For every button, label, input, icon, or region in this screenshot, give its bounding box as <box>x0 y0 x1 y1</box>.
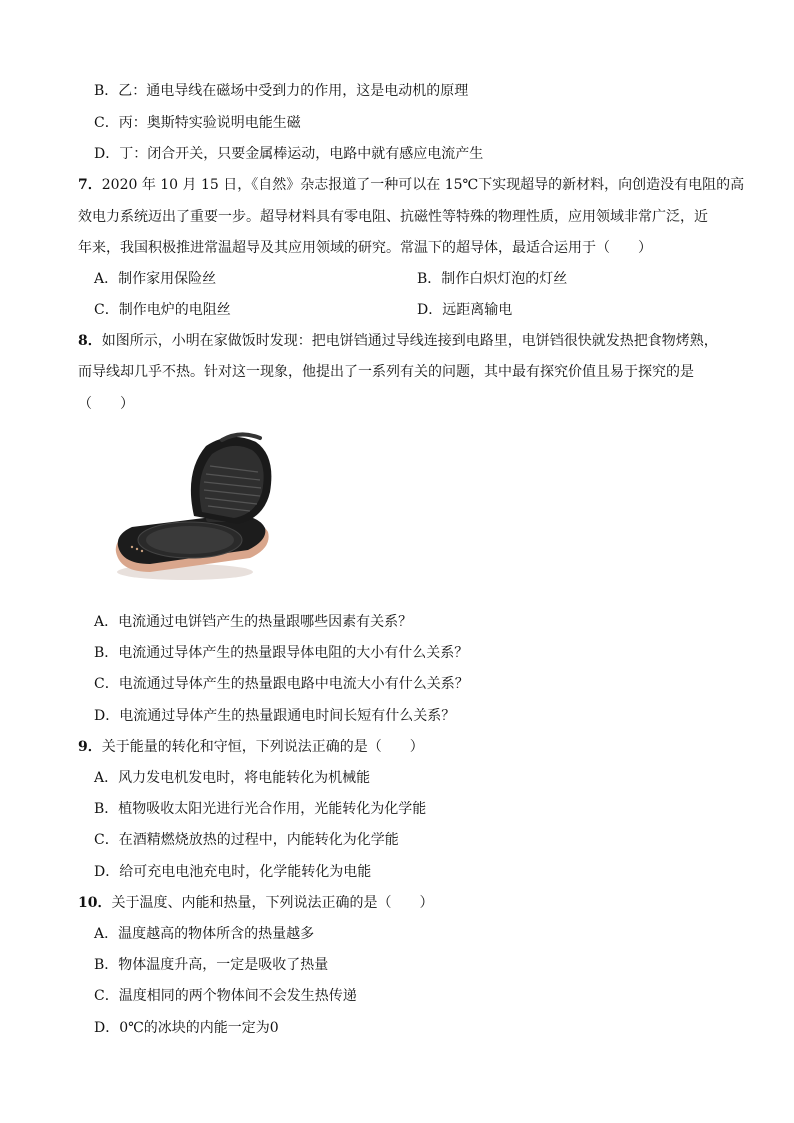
question-text: 关于能量的转化和守恒，下列说法正确的是（ ） <box>101 739 424 755</box>
option-label: D． <box>94 864 120 880</box>
q7-option-a <box>94 269 216 289</box>
option-label: A． <box>94 770 119 786</box>
q10-option-c <box>94 986 357 1006</box>
prev-option-c <box>94 113 301 133</box>
option-text: 电流通过导体产生的热量跟电路中电流大小有什么关系？ <box>118 676 469 692</box>
option-label: C． <box>94 115 119 131</box>
option-label: A． <box>94 926 119 942</box>
q10-option-d <box>94 1018 279 1038</box>
option-text: 0℃的冰块的内能一定为0 <box>119 1020 279 1036</box>
q9-option-b <box>94 799 426 819</box>
q7-option-b <box>417 269 567 289</box>
option-label: C． <box>94 988 119 1004</box>
option-text: 远距离输电 <box>442 302 513 318</box>
question-number: 7． <box>78 177 102 193</box>
option-text: 电流通过导体产生的热量跟通电时间长短有什么关系？ <box>119 708 456 724</box>
option-text: 制作家用保险丝 <box>118 271 217 287</box>
q7-option-c <box>94 300 231 320</box>
option-text: 电流通过导体产生的热量跟导体电阻的大小有什么关系？ <box>118 645 469 661</box>
q9-option-d <box>94 862 371 882</box>
q7-line-2: 效电力系统迈出了重要一步。超导材料具有零电阻、抗磁性等特殊的物理性质，应用领域非常广泛，近 <box>78 209 708 225</box>
option-label: B． <box>417 271 442 287</box>
option-label: B． <box>94 957 119 973</box>
option-text: 温度相同的两个物体间不会发生热传递 <box>118 988 357 1004</box>
electric-griddle-image <box>110 432 280 592</box>
q9-option-a <box>94 768 370 788</box>
q10-option-b <box>94 955 328 975</box>
option-text: 丙：奥斯特实验说明电能生磁 <box>118 115 301 131</box>
q7-line-1 <box>78 175 744 195</box>
option-label: D． <box>417 302 443 318</box>
option-label: C． <box>94 832 119 848</box>
q10-stem <box>78 893 433 913</box>
option-label: D． <box>94 1020 120 1036</box>
option-label: A． <box>94 614 119 630</box>
question-text: 如图所示，小明在家做饭时发现：把电饼铛通过导线连接到电路里，电饼铛很快就发热把食物烤熟， <box>101 333 718 349</box>
q10-option-a <box>94 924 314 944</box>
option-text: 制作电炉的电阻丝 <box>118 302 231 318</box>
option-label: B． <box>94 645 119 661</box>
q8-line-3: （ ） <box>78 396 134 412</box>
q7-line-3: 年来，我国积极推进常温超导及其应用领域的研究。常温下的超导体，最适合运用于（ ） <box>78 240 652 256</box>
option-label: D． <box>94 146 120 162</box>
option-text: 制作白炽灯泡的灯丝 <box>441 271 568 287</box>
option-label: D． <box>94 708 120 724</box>
option-text: 风力发电机发电时，将电能转化为机械能 <box>118 770 371 786</box>
prev-option-b <box>94 81 468 101</box>
q8-line-1 <box>78 331 718 351</box>
prev-option-d <box>94 144 483 164</box>
q8-option-d <box>94 706 455 726</box>
question-number: 9． <box>78 739 102 755</box>
option-text: 温度越高的物体所含的热量越多 <box>118 926 315 942</box>
q8-line-2: 而导线却几乎不热。针对这一现象，他提出了一系列有关的问题，其中最有探究价值且易于探究的是 <box>78 364 694 380</box>
option-text: 植物吸收太阳光进行光合作用，光能转化为化学能 <box>118 801 427 817</box>
q8-option-b <box>94 643 468 663</box>
question-number: 10． <box>78 895 112 911</box>
option-label: C． <box>94 676 119 692</box>
option-label: C． <box>94 302 119 318</box>
q8-option-a <box>94 612 412 632</box>
q8-option-c <box>94 674 469 694</box>
q7-option-d <box>417 300 512 320</box>
option-text: 丁：闭合开关，只要金属棒运动，电路中就有感应电流产生 <box>119 146 484 162</box>
option-text: 给可充电电池充电时，化学能转化为电能 <box>119 864 372 880</box>
question-text: 关于温度、内能和热量，下列说法正确的是（ ） <box>111 895 434 911</box>
q9-stem <box>78 737 424 757</box>
option-text: 乙：通电导线在磁场中受到力的作用，这是电动机的原理 <box>118 83 469 99</box>
option-text: 电流通过电饼铛产生的热量跟哪些因素有关系？ <box>118 614 413 630</box>
q9-option-c <box>94 830 399 850</box>
option-label: A． <box>94 271 119 287</box>
question-number: 8． <box>78 333 102 349</box>
question-text: 2020 年 10 月 15 日，《自然》杂志报道了一种可以在 15℃下实现超导的新材料，向创造没有电阻的高 <box>101 177 745 193</box>
option-text: 在酒精燃烧放热的过程中，内能转化为化学能 <box>118 832 399 848</box>
option-label: B． <box>94 801 119 817</box>
option-label: B． <box>94 83 119 99</box>
option-text: 物体温度升高，一定是吸收了热量 <box>118 957 329 973</box>
